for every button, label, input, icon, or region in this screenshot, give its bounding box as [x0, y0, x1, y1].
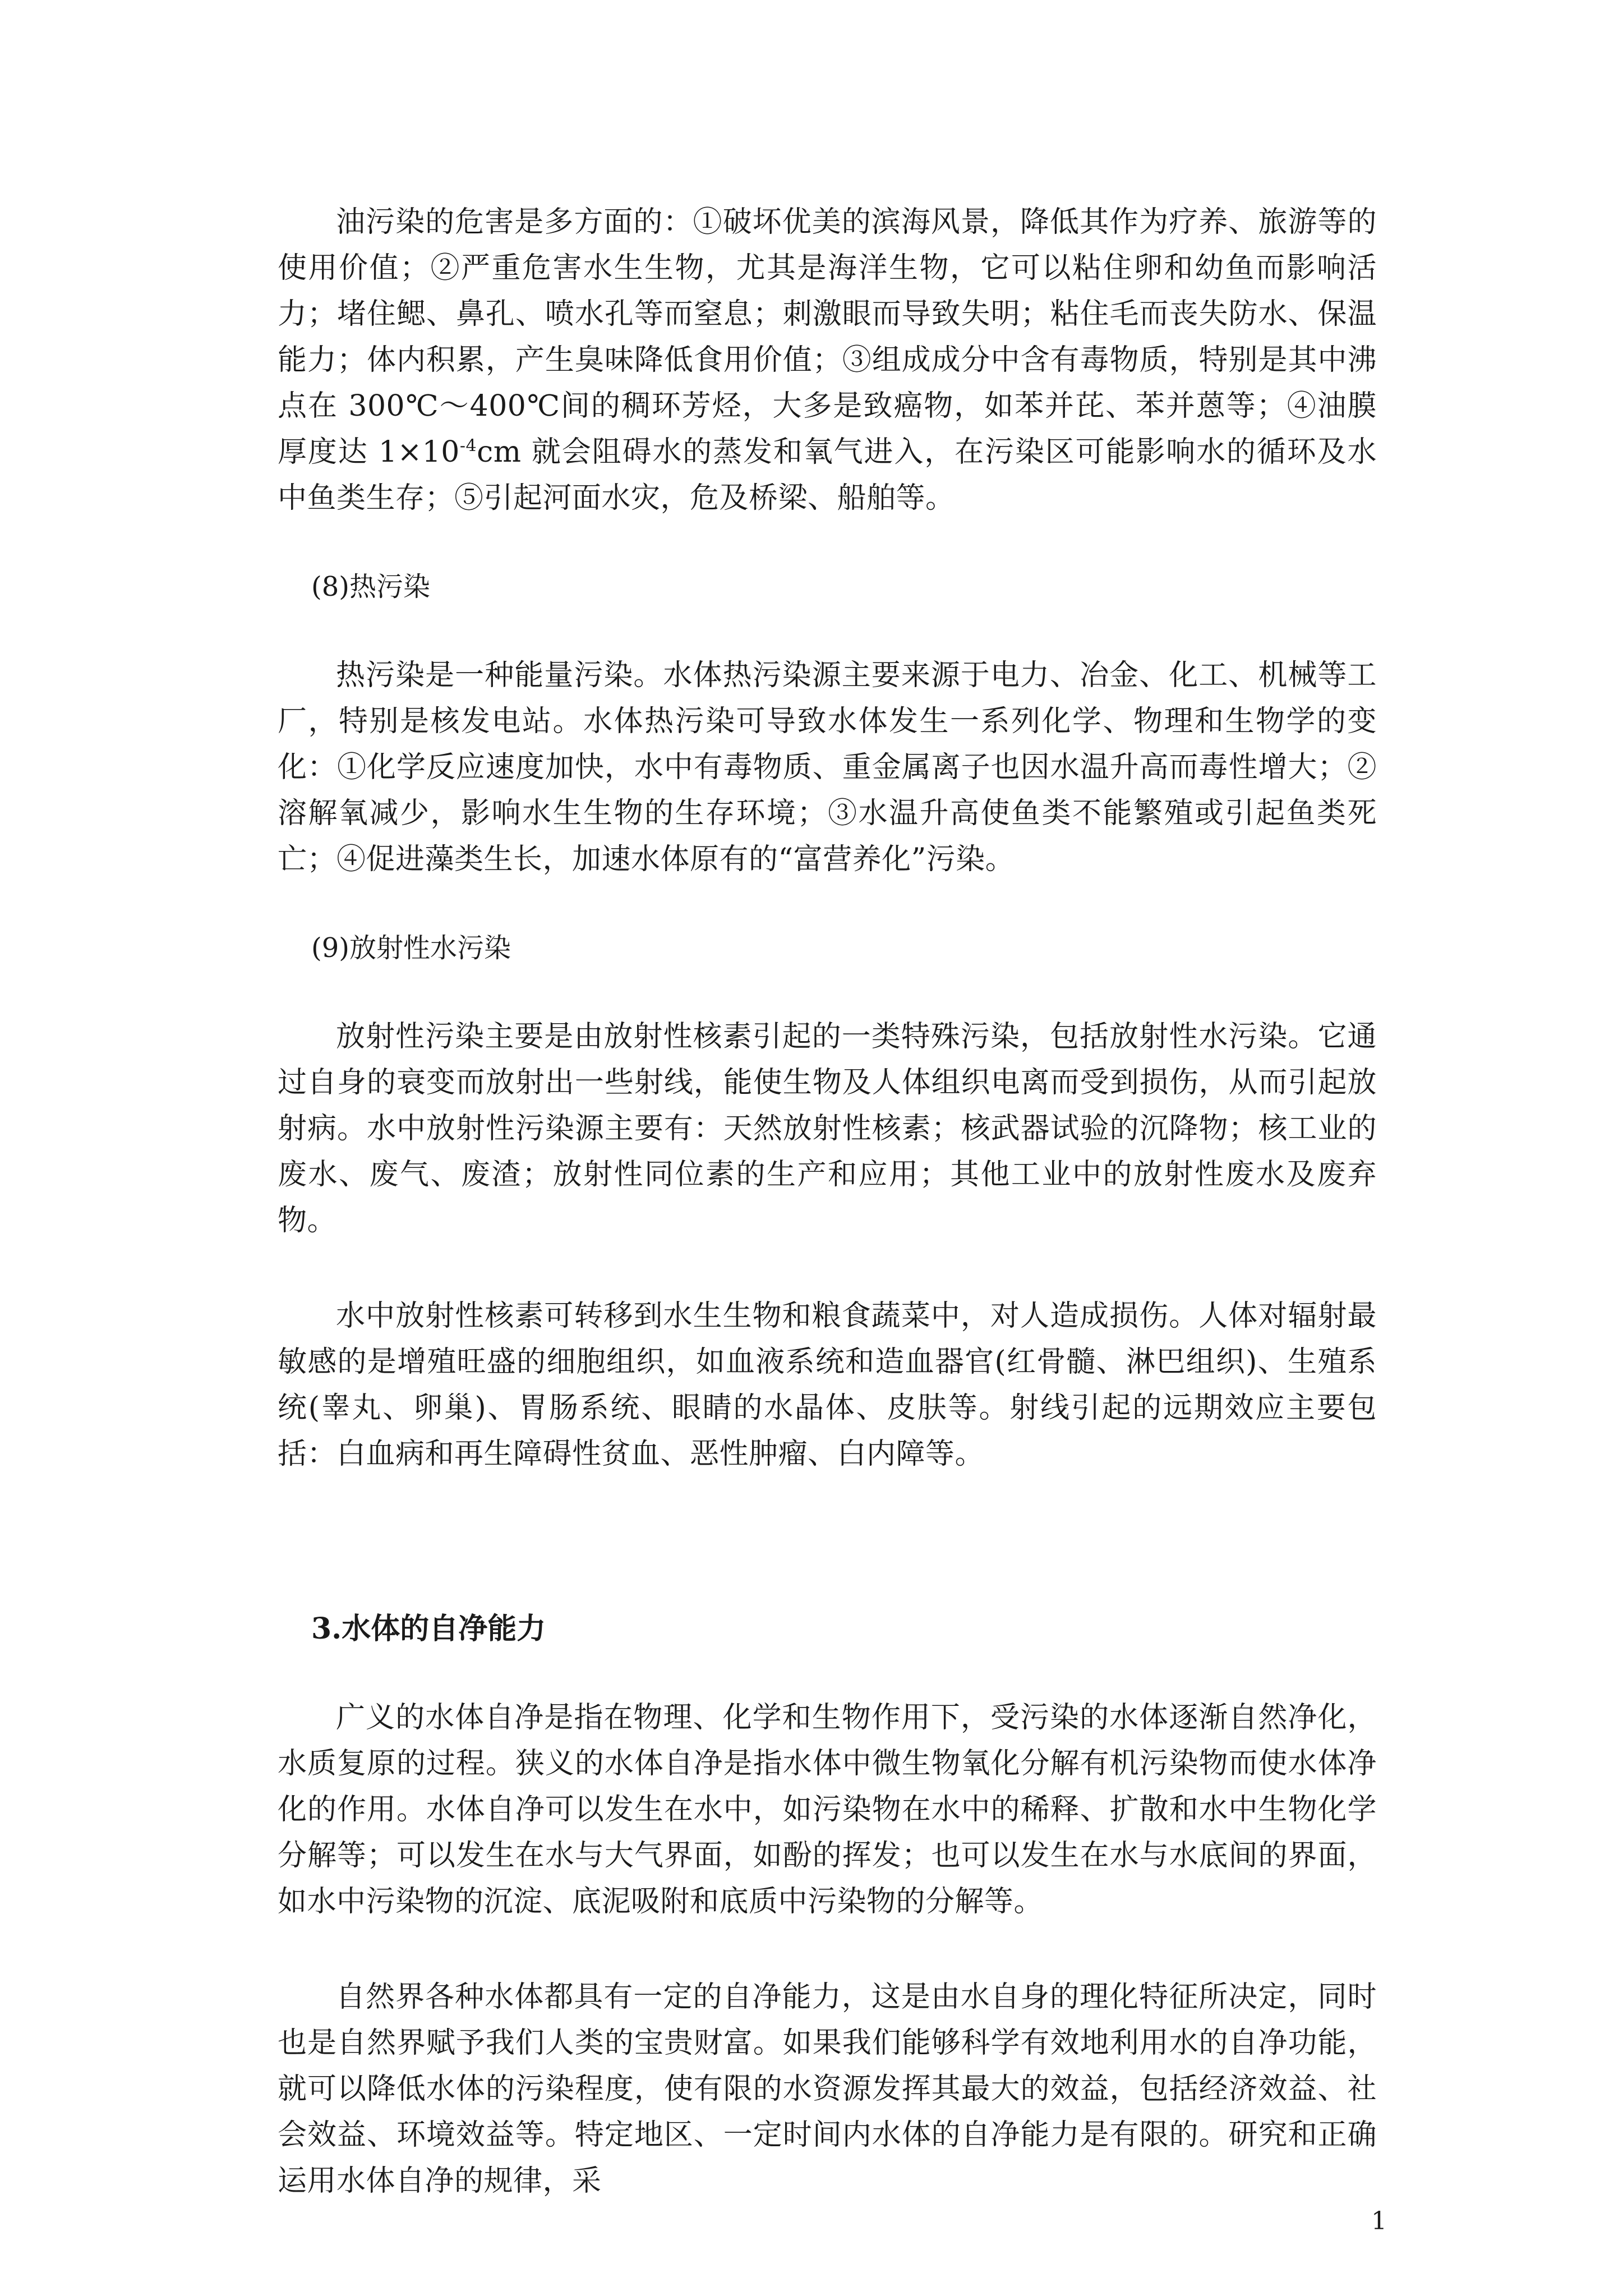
heading-radioactive-pollution: (9)放射性水污染 — [311, 932, 511, 964]
paragraph-self-purification-1: 广义的水体自净是指在物理、化学和生物作用下，受污染的水体逐渐自然净化，水质复原的过程。狭义的水体自净是指水体中微生物氧化分解有机污染物而使水体净化的作用。水体自净可以发生在水中，如污染物在水中的稀释、扩散和水中生物化学分解等；可以发生在水与大气界面，如酚的挥发；也可以发生在水与水底间的界面，如水中污染物的沉淀、底泥吸附和底质中污染物的分解等。 — [278, 1701, 1377, 1918]
paragraph-thermal-pollution: 热污染是一种能量污染。水体热污染源主要来源于电力、冶金、化工、机械等工厂，特别是核发电站。水体热污染可导致水体发生一系列化学、物理和生物学的变化：①化学反应速度加快，水中有毒物质、重金属离子也因水温升高而毒性增大；②溶解氧减少，影响水生生物的生存环境；③水温升高使鱼类不能繁殖或引起鱼类死亡；④促进藻类生长，加速水体原有的“富营养化”污染。 — [278, 659, 1377, 876]
paragraph-oil-pollution — [278, 199, 1377, 521]
heading-thermal-pollution: (8)热污染 — [311, 571, 430, 602]
page-number: 1 — [1371, 2207, 1387, 2235]
paragraph-radioactive-pollution-2: 水中放射性核素可转移到水生生物和粮食蔬菜中，对人造成损伤。人体对辐射最敏感的是增殖旺盛的细胞组织，如血液系统和造血器官(红骨髓、淋巴组织)、生殖系统(睾丸、卵巢)、胃肠系统、眼睛的水晶体、皮肤等。射线引起的远期效应主要包括：白血病和再生障碍性贫血、恶性肿瘤、白内障等。 — [278, 1299, 1377, 1471]
paragraph-radioactive-pollution-1: 放射性污染主要是由放射性核素引起的一类特殊污染，包括放射性水污染。它通过自身的衰变而放射出一些射线，能使生物及人体组织电离而受到损伤，从而引起放射病。水中放射性污染源主要有：天然放射性核素；核武器试验的沉降物；核工业的废水、废气、废渣；放射性同位素的生产和应用；其他工业中的放射性废水及废弃物。 — [278, 1020, 1377, 1237]
heading-self-purification: 3.水体的自净能力 — [311, 1612, 546, 1646]
paragraph-self-purification-2: 自然界各种水体都具有一定的自净能力，这是由水自身的理化特征所决定，同时也是自然界赋予我们人类的宝贵财富。如果我们能够科学有效地利用水的自净功能，就可以降低水体的污染程度，使有限的水资源发挥其最大的效益，包括经济效益、社会效益、环境效益等。特定地区、一定时间内水体的自净能力是有限的。研究和正确运用水体自净的规律，采 — [278, 1980, 1377, 2198]
oil-pollution-text-a: 油污染的危害是多方面的：①破坏优美的滨海风景，降低其作为疗养、旅游等的使用价值；②严重危害水生生物，尤其是海洋生物，它可以粘住卵和幼鱼而影响活力；堵住鳃、鼻孔、喷水孔等而窒息；刺激眼而导致失明；粘住毛而丧失防水、保温能力；体内积累，产生臭味降低食用价值；③组成成分中含有毒物质，特别是其中沸点在 300℃～400℃间的稠环芳烃，大多是致癌物，如苯并芘、苯并蒽等；④油膜厚度达 1×10 — [278, 205, 1377, 469]
oil-pollution-text-b: cm 就会阻碍水的蒸发和氧气进入，在污染区可能影响水的循环及水中鱼类生存；⑤引起河面水灾，危及桥梁、船舶等。 — [278, 435, 1377, 515]
exponent-superscript: -4 — [459, 436, 477, 456]
page-body — [278, 199, 1377, 2204]
